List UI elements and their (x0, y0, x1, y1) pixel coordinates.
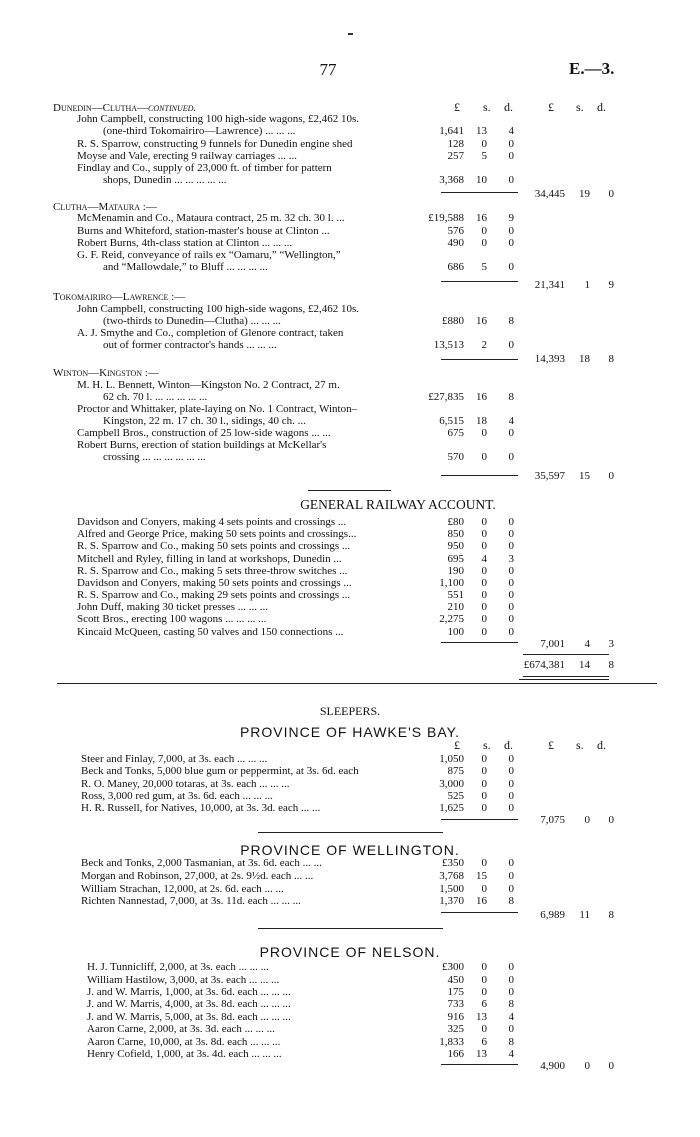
row-amount-shillings: 0 (481, 516, 487, 528)
section-total-pence: 9 (608, 279, 614, 291)
row-description: Burns and Whiteford, station-master's house at Clinton ... (77, 225, 330, 237)
ledger-row (0, 1012, 700, 1023)
province-rule (258, 832, 443, 833)
row-amount-pence: 0 (508, 589, 514, 601)
section-heading-text: Clutha—Mataura :— (53, 201, 157, 213)
row-amount-pence: 0 (508, 857, 514, 869)
section-total-row (0, 639, 700, 650)
row-amount-shillings: 0 (481, 601, 487, 613)
sleepers-col-label: £ (454, 738, 460, 752)
row-amount-pence: 0 (508, 870, 514, 882)
row-amount-shillings: 0 (481, 778, 487, 790)
ledger-row (0, 578, 700, 589)
ledger-row (0, 517, 700, 528)
ledger-row (0, 163, 700, 174)
row-amount-pence: 0 (508, 540, 514, 552)
row-description: crossing ... ... ... ... ... ... (103, 451, 206, 463)
row-amount-pounds: 1,500 (439, 883, 464, 895)
row-description: Ross, 3,000 red gum, at 3s. 6d. each ... ... ... (81, 790, 273, 802)
section-total-row (0, 815, 700, 826)
section-total-row (0, 354, 700, 365)
row-amount-shillings: 0 (481, 613, 487, 625)
row-amount-shillings: 6 (481, 998, 487, 1010)
row-amount-shillings: 0 (481, 753, 487, 765)
col-pence: d. (504, 100, 513, 114)
ledger-row (0, 896, 700, 907)
row-amount-shillings: 18 (476, 415, 487, 427)
section-total-pence: 8 (608, 353, 614, 365)
row-description: Richten Nannestad, 7,000, at 3s. 11d. each ... ... ... (81, 895, 301, 907)
row-amount-pence: 0 (508, 516, 514, 528)
row-description: Scott Bros., erecting 100 wagons ... ... ... ... (77, 613, 267, 625)
row-amount-pounds: 570 (447, 451, 464, 463)
row-amount-pounds: 3,368 (439, 174, 464, 186)
row-description: Morgan and Robinson, 27,000, at 2s. 9½d. each ... ... (81, 870, 314, 882)
row-amount-pence: 0 (508, 986, 514, 998)
section-total-pence: 0 (608, 1060, 614, 1072)
row-amount-pounds: £27,835 (428, 391, 464, 403)
section-total-shillings: 0 (584, 814, 590, 826)
row-amount-pence: 0 (508, 613, 514, 625)
row-description: 62 ch. 70 l. ... ... ... ... ... (103, 391, 208, 403)
ledger-row (0, 304, 700, 315)
ledger-row (0, 404, 700, 415)
row-amount-shillings: 16 (476, 391, 487, 403)
row-amount-shillings: 10 (476, 174, 487, 186)
sleepers-col-label: d. (504, 738, 513, 752)
section-heading-text: Tokomairiro—Lawrence :— (53, 291, 186, 303)
section-total-pounds: 6,989 (540, 909, 565, 921)
section-total-shillings: 19 (579, 188, 590, 200)
row-amount-shillings: 6 (481, 1036, 487, 1048)
row-description: shops, Dunedin ... ... ... ... ... (103, 174, 227, 186)
section-total-pence: 0 (608, 188, 614, 200)
ledger-row (0, 541, 700, 552)
title-rule (308, 490, 391, 491)
row-amount-pence: 8 (508, 315, 514, 327)
row-amount-pence: 8 (508, 998, 514, 1010)
row-amount-pounds: 675 (447, 427, 464, 439)
row-amount-pence: 4 (508, 1048, 514, 1060)
row-amount-pence: 0 (508, 802, 514, 814)
row-amount-pounds: 1,833 (439, 1036, 464, 1048)
row-description: (two-thirds to Dunedin—Clutha) ... ... ... (103, 315, 281, 327)
row-description: Kincaid McQueen, casting 50 valves and 150 connections ... (77, 626, 344, 638)
ledger-row (0, 126, 700, 137)
row-description: R. O. Maney, 20,000 totaras, at 3s. each ... ... ... (81, 778, 290, 790)
row-description: R. S. Sparrow and Co., making 29 sets points and crossings ... (77, 589, 351, 601)
row-amount-pounds: £300 (442, 961, 464, 973)
row-amount-pounds: 450 (447, 974, 464, 986)
section-total-shillings: 0 (584, 1060, 590, 1072)
row-amount-pounds: 210 (447, 601, 464, 613)
row-amount-shillings: 13 (476, 1048, 487, 1060)
section-total-pence: 8 (608, 659, 614, 671)
section-total-row (0, 660, 700, 671)
row-description: Beck and Tonks, 5,000 blue gum or peppermint, at 3s. 6d. each (81, 765, 359, 777)
row-amount-pounds: 1,050 (439, 753, 464, 765)
row-amount-pounds: 576 (447, 225, 464, 237)
row-description: John Campbell, constructing 100 high-side wagons, £2,462 10s. (77, 303, 360, 315)
row-amount-pounds: £350 (442, 857, 464, 869)
row-description: Moyse and Vale, erecting 9 railway carriages ... ... (77, 150, 298, 162)
row-amount-pence: 3 (508, 553, 514, 565)
ledger-row (0, 1037, 700, 1048)
ledger-row (0, 554, 700, 565)
ledger-row (0, 175, 700, 186)
hawkes-bay-heading: PROVINCE OF HAWKE'S BAY. (239, 724, 461, 740)
row-amount-pounds: 1,100 (439, 577, 464, 589)
section-total-shillings: 4 (584, 638, 590, 650)
section-heading-text: Dunedin—Clutha—continued. (53, 102, 197, 114)
ledger-row (0, 627, 700, 638)
row-amount-pounds: 850 (447, 528, 464, 540)
row-description: R. S. Sparrow, constructing 9 funnels for Dunedin engine shed (77, 138, 353, 150)
row-amount-pence: 0 (508, 150, 514, 162)
row-amount-shillings: 0 (481, 883, 487, 895)
row-description: H. R. Russell, for Natives, 10,000, at 3s. 3d. each ... ... (81, 802, 321, 814)
row-amount-shillings: 4 (481, 553, 487, 565)
row-amount-shillings: 0 (481, 528, 487, 540)
ledger-row (0, 316, 700, 327)
ledger-row (0, 779, 700, 790)
row-amount-shillings: 0 (481, 577, 487, 589)
ledger-row (0, 962, 700, 973)
row-amount-pence: 9 (508, 212, 514, 224)
section-divider (57, 683, 657, 684)
ledger-row (0, 380, 700, 391)
row-amount-pounds: 3,768 (439, 870, 464, 882)
ledger-row (0, 566, 700, 577)
row-amount-pence: 0 (508, 451, 514, 463)
section-total-pence: 8 (608, 909, 614, 921)
ledger-row (0, 139, 700, 150)
general-account-title: GENERAL RAILWAY ACCOUNT. (300, 497, 496, 512)
section-heading (0, 292, 700, 303)
row-amount-shillings: 0 (481, 802, 487, 814)
document-code: E.—3. (569, 59, 615, 78)
nelson-heading: PROVINCE OF NELSON. (259, 944, 441, 960)
section-total-row (0, 910, 700, 921)
row-description: Campbell Bros., construction of 25 low-side wagons ... ... (77, 427, 331, 439)
row-amount-shillings: 13 (476, 125, 487, 137)
row-amount-pence: 0 (508, 1023, 514, 1035)
section-total-pounds: 34,445 (534, 188, 565, 200)
row-description: Aaron Carne, 10,000, at 3s. 8d. each ... ... ... (87, 1036, 281, 1048)
ledger-row (0, 529, 700, 540)
page-mark (348, 33, 353, 35)
section-heading (0, 368, 700, 379)
col-pound: £ (454, 100, 460, 114)
ledger-row (0, 392, 700, 403)
row-description: out of former contractor's hands ... ... ... (103, 339, 277, 351)
ledger-row (0, 262, 700, 273)
row-description: Proctor and Whittaker, plate-laying on No. 1 Contract, Winton– (77, 403, 358, 415)
ledger-row (0, 238, 700, 249)
row-description: Beck and Tonks, 2,000 Tasmanian, at 3s. 6d. each ... ... (81, 857, 322, 869)
ledger-row (0, 590, 700, 601)
row-amount-pounds: 551 (447, 589, 464, 601)
ledger-row (0, 114, 700, 125)
row-amount-pence: 0 (508, 790, 514, 802)
row-description: (one-third Tokomairiro—Lawrence) ... ... ... (103, 125, 296, 137)
row-amount-shillings: 0 (481, 427, 487, 439)
ledger-row (0, 791, 700, 802)
row-amount-pence: 0 (508, 427, 514, 439)
row-amount-pounds: 875 (447, 765, 464, 777)
ledger-row (0, 1024, 700, 1035)
row-amount-shillings: 0 (481, 565, 487, 577)
row-amount-pounds: 166 (447, 1048, 464, 1060)
sleepers-title: SLEEPERS. (319, 704, 381, 718)
row-description: Kingston, 22 m. 17 ch. 30 l., sidings, 40 ch. ... (103, 415, 306, 427)
ledger-row (0, 1049, 700, 1060)
row-amount-pence: 8 (508, 895, 514, 907)
ledger-row (0, 213, 700, 224)
row-amount-shillings: 2 (481, 339, 487, 351)
row-amount-pounds: 190 (447, 565, 464, 577)
row-amount-pounds: 128 (447, 138, 464, 150)
row-amount-pence: 4 (508, 1011, 514, 1023)
ledger-row (0, 871, 700, 882)
row-amount-shillings: 0 (481, 626, 487, 638)
row-amount-pence: 0 (508, 225, 514, 237)
row-amount-pounds: 1,641 (439, 125, 464, 137)
section-total-pounds: £674,381 (523, 659, 565, 671)
row-amount-pence: 0 (508, 577, 514, 589)
section-total-row (0, 189, 700, 200)
row-amount-pence: 0 (508, 961, 514, 973)
col-shilling: s. (483, 100, 491, 114)
ledger-row (0, 884, 700, 895)
province-rule (258, 928, 443, 929)
row-amount-pence: 0 (508, 778, 514, 790)
row-amount-shillings: 0 (481, 974, 487, 986)
row-amount-pounds: 100 (447, 626, 464, 638)
row-amount-pence: 0 (508, 565, 514, 577)
row-amount-shillings: 0 (481, 451, 487, 463)
row-description: Henry Cofield, 1,000, at 3s. 4d. each ... ... ... (87, 1048, 282, 1060)
row-amount-pounds: £80 (447, 516, 464, 528)
row-amount-shillings: 16 (476, 895, 487, 907)
ledger-row (0, 328, 700, 339)
section-total-row (0, 280, 700, 291)
section-total-pounds: 21,341 (534, 279, 565, 291)
row-amount-shillings: 0 (481, 790, 487, 802)
row-description: J. and W. Marris, 1,000, at 3s. 6d. each ... ... ... (87, 986, 291, 998)
row-amount-pence: 0 (508, 765, 514, 777)
row-amount-shillings: 15 (476, 870, 487, 882)
section-total-shillings: 18 (579, 353, 590, 365)
row-amount-pounds: 1,625 (439, 802, 464, 814)
row-description: J. and W. Marris, 4,000, at 3s. 8d. each ... ... ... (87, 998, 291, 1010)
section-total-pence: 3 (608, 638, 614, 650)
section-total-shillings: 1 (584, 279, 590, 291)
row-amount-pence: 0 (508, 339, 514, 351)
row-description: G. F. Reid, conveyance of rails ex “Oamaru,” “Wellington,” (77, 249, 341, 261)
sleepers-col-label: s. (576, 738, 584, 752)
row-amount-pence: 0 (508, 138, 514, 150)
row-amount-shillings: 16 (476, 212, 487, 224)
row-description: H. J. Tunnicliff, 2,000, at 3s. each ... ... ... (87, 961, 269, 973)
ledger-row (0, 452, 700, 463)
section-heading-text: Winton—Kingston :— (53, 367, 159, 379)
row-amount-pence: 8 (508, 391, 514, 403)
sleepers-col-label: £ (548, 738, 554, 752)
section-total-row (0, 471, 700, 482)
row-description: Steer and Finlay, 7,000, at 3s. each ... ... ... (81, 753, 268, 765)
row-amount-pence: 4 (508, 125, 514, 137)
row-description: and “Mallowdale,” to Bluff ... ... ... ... (103, 261, 268, 273)
row-amount-pence: 4 (508, 415, 514, 427)
section-total-pounds: 7,075 (540, 814, 565, 826)
ledger-row (0, 803, 700, 814)
row-amount-pence: 0 (508, 753, 514, 765)
section-total-shillings: 14 (579, 659, 590, 671)
row-amount-shillings: 0 (481, 237, 487, 249)
ledger-row (0, 754, 700, 765)
row-description: Aaron Carne, 2,000, at 3s. 3d. each ... ... ... (87, 1023, 275, 1035)
row-amount-shillings: 0 (481, 540, 487, 552)
row-amount-shillings: 5 (481, 150, 487, 162)
row-amount-pence: 0 (508, 626, 514, 638)
grand-total-rule (523, 676, 609, 677)
ledger-row (0, 226, 700, 237)
ledger-row (0, 999, 700, 1010)
wellington-heading: PROVINCE OF WELLINGTON. (240, 842, 460, 858)
row-amount-pounds: 916 (447, 1011, 464, 1023)
row-description: J. and W. Marris, 5,000, at 3s. 8d. each ... ... ... (87, 1011, 291, 1023)
row-description: John Campbell, constructing 100 high-side wagons, £2,462 10s. (77, 113, 360, 125)
row-description: McMenamin and Co., Mataura contract, 25 m. 32 ch. 30 l. ... (77, 212, 345, 224)
sleepers-col-label: s. (483, 738, 491, 752)
row-amount-pence: 0 (508, 261, 514, 273)
row-description: Robert Burns, erection of station buildings at McKellar's (77, 439, 327, 451)
row-description: Mitchell and Ryley, filling in land at workshops, Dunedin ... (77, 553, 342, 565)
row-amount-pence: 0 (508, 974, 514, 986)
row-amount-shillings: 0 (481, 857, 487, 869)
row-amount-pence: 8 (508, 1036, 514, 1048)
row-amount-pounds: 257 (447, 150, 464, 162)
row-description: A. J. Smythe and Co., completion of Glenore contract, taken (77, 327, 344, 339)
ledger-row (0, 987, 700, 998)
row-amount-pence: 0 (508, 174, 514, 186)
row-amount-shillings: 0 (481, 1023, 487, 1035)
row-amount-pounds: 950 (447, 540, 464, 552)
col-shilling-total: s. (576, 100, 584, 114)
row-amount-pence: 0 (508, 528, 514, 540)
row-amount-pounds: 3,000 (439, 778, 464, 790)
ledger-row (0, 416, 700, 427)
ledger-row (0, 151, 700, 162)
row-description: William Hastilow, 3,000, at 3s. each ... ... ... (87, 974, 280, 986)
row-amount-shillings: 0 (481, 986, 487, 998)
row-description: Robert Burns, 4th-class station at Clinton ... ... ... (77, 237, 293, 249)
row-description: R. S. Sparrow and Co., making 5 sets three-throw switches ... (77, 565, 348, 577)
section-total-pounds: 7,001 (540, 638, 565, 650)
row-description: John Duff, making 30 ticket presses ... ... ... (77, 601, 269, 613)
section-total-pounds: 35,597 (534, 470, 565, 482)
ledger-row (0, 602, 700, 613)
row-amount-pounds: £880 (442, 315, 464, 327)
section-heading-tail: continued. (148, 102, 197, 114)
row-amount-pounds: 325 (447, 1023, 464, 1035)
total-rule (523, 654, 609, 655)
row-amount-shillings: 0 (481, 765, 487, 777)
ledger-row (0, 766, 700, 777)
row-amount-shillings: 13 (476, 1011, 487, 1023)
row-amount-pounds: 175 (447, 986, 464, 998)
ledger-row (0, 428, 700, 439)
sleepers-col-label: d. (597, 738, 606, 752)
row-amount-pounds: 6,515 (439, 415, 464, 427)
row-amount-pounds: 490 (447, 237, 464, 249)
ledger-row (0, 340, 700, 351)
row-amount-pounds: 1,370 (439, 895, 464, 907)
row-amount-shillings: 0 (481, 589, 487, 601)
row-amount-shillings: 0 (481, 138, 487, 150)
row-amount-pounds: 525 (447, 790, 464, 802)
row-amount-pounds: 13,513 (433, 339, 464, 351)
row-amount-shillings: 16 (476, 315, 487, 327)
row-description: Findlay and Co., supply of 23,000 ft. of timber for pattern (77, 162, 332, 174)
row-amount-pence: 0 (508, 601, 514, 613)
section-total-shillings: 11 (579, 909, 590, 921)
ledger-row (0, 440, 700, 451)
section-total-pence: 0 (608, 814, 614, 826)
grand-total-rule-double (519, 679, 609, 680)
row-amount-pounds: 686 (447, 261, 464, 273)
section-total-pounds: 4,900 (540, 1060, 565, 1072)
row-description: Alfred and George Price, making 50 sets points and crossings... (77, 528, 357, 540)
row-amount-shillings: 0 (481, 225, 487, 237)
section-total-row (0, 1061, 700, 1072)
row-description: R. S. Sparrow and Co., making 50 sets points and crossings ... (77, 540, 351, 552)
row-amount-shillings: 5 (481, 261, 487, 273)
row-amount-pounds: 2,275 (439, 613, 464, 625)
row-amount-pounds: £19,588 (428, 212, 464, 224)
row-amount-pounds: 695 (447, 553, 464, 565)
ledger-row (0, 858, 700, 869)
row-amount-pence: 0 (508, 237, 514, 249)
ledger-row (0, 250, 700, 261)
row-amount-pounds: 733 (447, 998, 464, 1010)
col-pence-total: d. (597, 100, 606, 114)
section-total-pounds: 14,393 (534, 353, 565, 365)
row-amount-shillings: 0 (481, 961, 487, 973)
row-description: M. H. L. Bennett, Winton—Kingston No. 2 Contract, 27 m. (77, 379, 340, 391)
row-description: Davidson and Conyers, making 4 sets points and crossings ... (77, 516, 347, 528)
row-amount-pence: 0 (508, 883, 514, 895)
page-number: 77 (319, 60, 337, 79)
col-pound-total: £ (548, 100, 554, 114)
section-total-shillings: 15 (579, 470, 590, 482)
row-description: William Strachan, 12,000, at 2s. 6d. each ... ... (81, 883, 284, 895)
row-description: Davidson and Conyers, making 50 sets points and crossings ... (77, 577, 352, 589)
section-total-pence: 0 (608, 470, 614, 482)
ledger-row (0, 614, 700, 625)
ledger-row (0, 975, 700, 986)
